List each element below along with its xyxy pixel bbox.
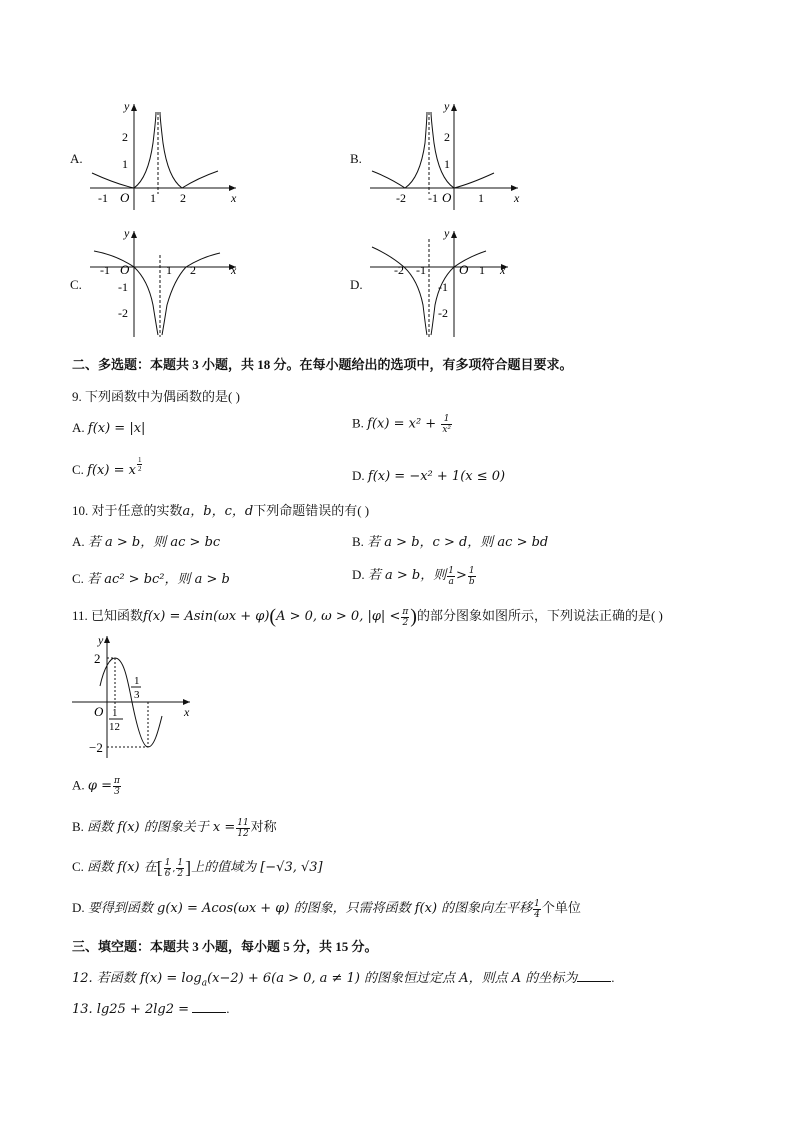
y-tick: -2 bbox=[438, 306, 448, 320]
x-tick: -1 bbox=[98, 191, 108, 205]
y-axis-label: y bbox=[124, 99, 130, 113]
option-label: C. bbox=[70, 277, 82, 292]
q11-option-a: A. φ = $\frac{\pi}{3}$ bbox=[72, 776, 120, 797]
sine-graph bbox=[72, 632, 197, 760]
y-axis-label: y bbox=[444, 226, 450, 240]
exponent-fraction: $\frac{1}{2}$ bbox=[137, 456, 142, 473]
q9-option-a bbox=[72, 420, 145, 436]
x-tick: 1 bbox=[166, 263, 172, 277]
tick-1-3-den: 3 bbox=[134, 689, 140, 701]
option-expression: f(x) = x² + bbox=[367, 416, 441, 432]
q10-option-a: A. 若 a > b，则 ac > bc bbox=[72, 534, 221, 550]
q10-option-d: D. 若 a > b，则 $\frac{1}{a}$ > $\frac{1}{b}$ bbox=[352, 565, 475, 587]
section-heading-fill-in: 三、填空题：本题共 3 小题，每小题 5 分，共 15 分。 bbox=[72, 939, 378, 954]
q9-option-c bbox=[72, 456, 143, 478]
section-heading-multiple-choice: 二、多选题：本题共 3 小题，共 18 分。在每小题给出的选项中，有多项符合题目要求。 bbox=[72, 357, 573, 372]
x-tick: -2 bbox=[394, 263, 404, 277]
y-axis-label: y bbox=[444, 99, 450, 113]
graph-d bbox=[368, 225, 538, 340]
y-max-label: 2 bbox=[94, 651, 101, 666]
x-tick: 1 bbox=[478, 191, 484, 205]
y-tick: 2 bbox=[122, 130, 128, 144]
answer-blank[interactable] bbox=[192, 1000, 226, 1013]
y-tick: -1 bbox=[438, 280, 448, 294]
q11-option-c: C. 函数 f(x) 在[ $\frac{1}{6}$ , $\frac{1}{2}$ ]上的值域为 [−√3, √3] bbox=[72, 857, 323, 879]
x-tick: -1 bbox=[428, 191, 438, 205]
x-tick: 1 bbox=[479, 263, 485, 277]
x-axis-label: x bbox=[184, 705, 190, 719]
q11-option-d: D. 要得到函数 g(x) = Acos(ωx + φ) 的图象，只需将函数 f(x) 的图象向左平移 $\frac{1}{4}$ 个单位 bbox=[72, 898, 581, 920]
q11-graph bbox=[72, 632, 197, 764]
y-min-label: −2 bbox=[89, 740, 103, 755]
option-label: B. bbox=[350, 151, 362, 166]
y-axis-label: y bbox=[124, 226, 130, 240]
answer-blank[interactable] bbox=[577, 969, 611, 982]
option-label: A. bbox=[70, 151, 83, 166]
origin-label: O bbox=[442, 190, 452, 205]
y-tick: -1 bbox=[118, 280, 128, 294]
tick-1-12-den: 12 bbox=[109, 721, 120, 733]
x-axis-label: x bbox=[500, 263, 506, 277]
option-label: A. bbox=[72, 420, 85, 435]
x-tick: -1 bbox=[416, 263, 426, 277]
x-tick: 2 bbox=[180, 191, 186, 205]
question-12: 12. 若函数 $f(x) = \log_a(x-2) + 6(a > 0$, a ≠ 1) 的图象恒过定点 A，则点 A 的坐标为 . bbox=[72, 970, 615, 989]
x-tick: 1 bbox=[150, 191, 156, 205]
graph-b bbox=[368, 98, 538, 213]
q10-option-b: B. 若 a > b，c > d，则 ac > bd bbox=[352, 534, 549, 550]
origin-label: O bbox=[94, 704, 104, 719]
option-expression: f(x) = −x² + 1(x ≤ 0) bbox=[367, 469, 506, 484]
fraction: $\frac{1}{\text{x²}}$ bbox=[442, 414, 452, 435]
option-label: C. bbox=[72, 462, 84, 477]
q10-option-c: C. 若 ac² > bc²，则 a > b bbox=[72, 571, 230, 587]
y-tick: 1 bbox=[122, 157, 128, 171]
graph-a bbox=[86, 98, 256, 213]
option-label: D. bbox=[350, 277, 363, 292]
q9-option-d bbox=[352, 468, 505, 484]
origin-label: O bbox=[459, 262, 469, 277]
option-expression: f(x) = x bbox=[87, 463, 136, 478]
y-tick: -2 bbox=[118, 306, 128, 320]
question-11-stem: 11. 已知函数f(x) = Asin(ωx + φ)(A > 0, ω > 0, |φ| < $\frac{\pi}{2}$ )的部分图象如图所示，下列说法正确的是( ) bbox=[72, 605, 663, 628]
x-tick: 2 bbox=[190, 263, 196, 277]
origin-label: O bbox=[120, 262, 130, 277]
y-axis-label: y bbox=[98, 633, 104, 647]
x-axis-label: x bbox=[231, 191, 237, 205]
y-tick: 1 bbox=[444, 157, 450, 171]
x-axis-label: x bbox=[514, 191, 520, 205]
x-tick: -2 bbox=[396, 191, 406, 205]
tick-1-3-num: 1 bbox=[134, 675, 140, 687]
tick-1-12-num: 1 bbox=[112, 707, 118, 719]
x-tick: -1 bbox=[100, 263, 110, 277]
option-label: D. bbox=[352, 468, 365, 483]
option-label: B. bbox=[352, 415, 364, 431]
question-13: 13. lg25 + 2lg2 = . bbox=[72, 1001, 230, 1017]
q9-option-b bbox=[352, 414, 453, 435]
question-10-stem: 10. 对于任意的实数a，b，c，d下列命题错误的有( ) bbox=[72, 503, 370, 519]
y-tick: 2 bbox=[444, 130, 450, 144]
option-expression: f(x) = |x| bbox=[87, 421, 146, 436]
question-9-stem: 9. 下列函数中为偶函数的是( ) bbox=[72, 389, 240, 404]
graph-c bbox=[86, 225, 256, 340]
q11-option-b: B. 函数 f(x) 的图象关于 x = $\frac{11}{12}$ 对称 bbox=[72, 817, 277, 839]
x-axis-label: x bbox=[231, 263, 237, 277]
origin-label: O bbox=[120, 190, 130, 205]
